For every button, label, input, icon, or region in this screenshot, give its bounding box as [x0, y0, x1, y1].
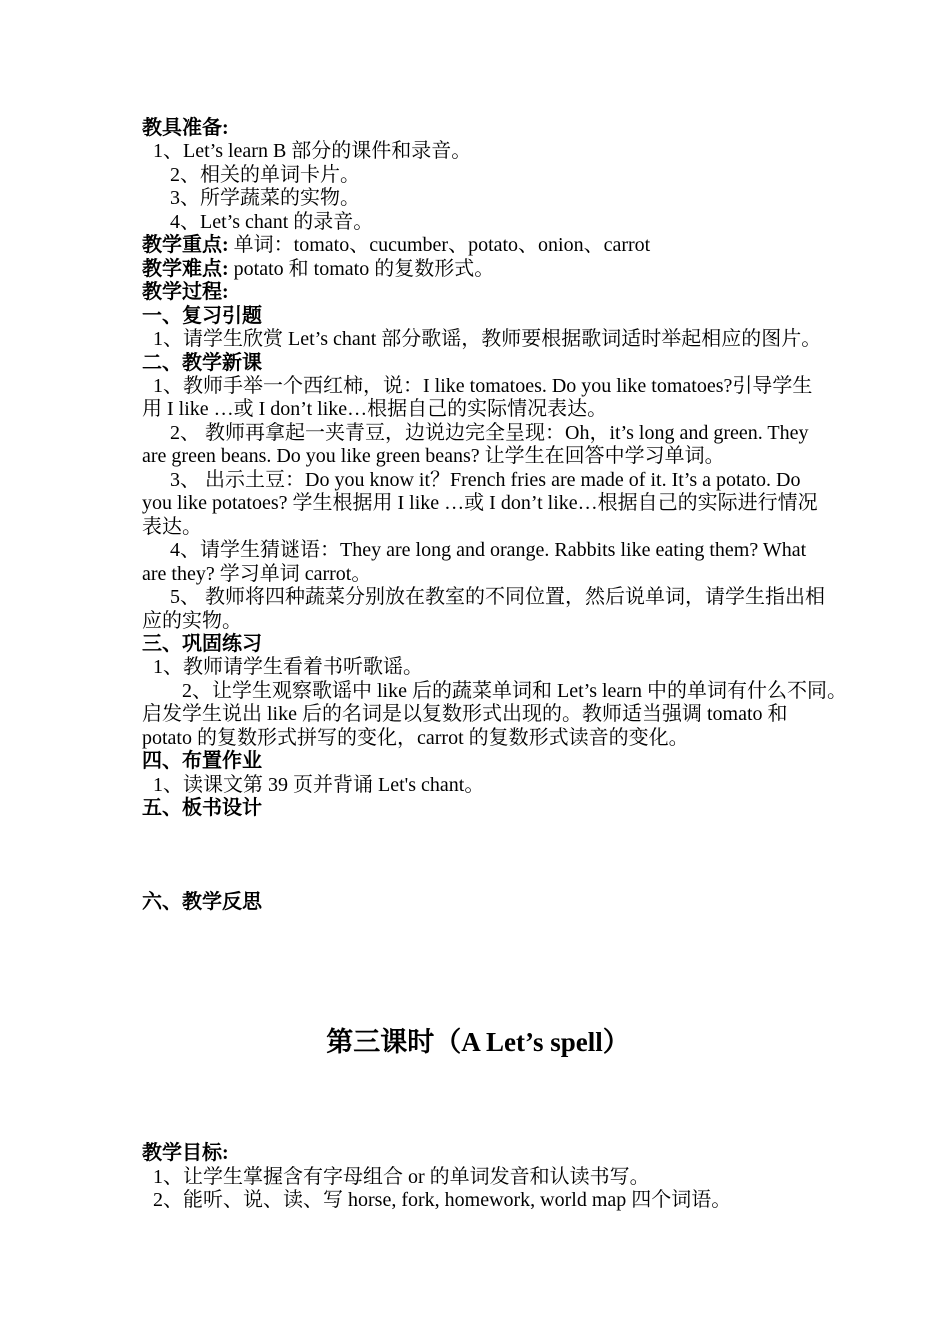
text-line — [142, 469, 814, 492]
bold-text-run: 二、教学新课 — [142, 351, 262, 374]
bold-text-run: 六、教学反思 — [142, 890, 262, 913]
text-line — [142, 422, 814, 445]
text-line — [142, 140, 814, 163]
text-run: 1、请学生欣赏 Let’s chant 部分歌谣，教师要根据歌词适时举起相应的图片。 — [153, 328, 822, 351]
text-line — [142, 774, 814, 797]
text-run: 3、 出示土豆：Do you know it？French fries are made of it. It’s a potato. Do — [170, 468, 801, 491]
bold-text-run: 教具准备: — [142, 117, 229, 139]
text-run: potato 的复数形式拼写的变化，carrot 的复数形式读音的变化。 — [142, 726, 689, 749]
text-line — [142, 258, 814, 281]
text-line — [142, 398, 814, 421]
text-line — [142, 234, 814, 257]
text-run: 2、让学生观察歌谣中 like 后的蔬菜单词和 Let’s learn 中的单词有什么不同。 — [182, 679, 847, 702]
text-line — [142, 610, 814, 633]
heading-line — [142, 281, 814, 304]
text-run: 表达。 — [142, 515, 202, 538]
text-run: 1、让学生掌握含有字母组合 or 的单词发音和认读书写。 — [153, 1165, 650, 1188]
text-line — [142, 656, 814, 679]
text-line — [142, 703, 814, 726]
text-line — [142, 1166, 814, 1189]
text-run: 1、Let’s learn B 部分的课件和录音。 — [153, 140, 472, 163]
bold-text-run: 教学难点: — [142, 257, 229, 280]
text-line — [142, 516, 814, 539]
text-line — [142, 445, 814, 468]
text-run: 1、读课文第 39 页并背诵 Let's chant。 — [153, 773, 485, 796]
text-run: 1、教师请学生看着书听歌谣。 — [153, 656, 423, 679]
text-run: 4、请学生猜谜语：They are long and orange. Rabbits like eating them? What — [170, 539, 807, 562]
text-line — [142, 679, 847, 703]
text-run: are they? 学习单词 carrot。 — [142, 562, 372, 585]
text-line — [142, 539, 814, 562]
lesson-title: 第三课时（A Let’s spell） — [326, 1027, 630, 1058]
text-run: potato 和 tomato 的复数形式。 — [228, 257, 495, 280]
text-line — [142, 586, 825, 609]
text-run: 2、相关的单词卡片。 — [170, 163, 360, 186]
text-run: 启发学生说出 like 后的名词是以复数形式出现的。教师适当强调 tomato 和 — [142, 703, 788, 726]
bold-text-run: 四、布置作业 — [142, 750, 262, 773]
text-run: 单词：tomato、cucumber、potato、onion、carrot — [228, 234, 651, 257]
text-line — [142, 211, 814, 234]
heading-line — [142, 797, 814, 820]
text-line — [142, 727, 814, 750]
text-line — [142, 375, 814, 398]
text-run: 用 I like …或 I don’t like…根据自己的实际情况表达。 — [142, 398, 608, 421]
text-run: 应的实物。 — [142, 609, 242, 632]
heading-line — [142, 117, 814, 140]
text-run: 3、所学蔬菜的实物。 — [170, 187, 360, 210]
text-line — [142, 563, 814, 586]
text-line — [142, 1189, 814, 1212]
bold-text-run: 一、复习引题 — [142, 304, 262, 327]
text-line — [142, 164, 814, 187]
text-run: 2、能听、说、读、写 horse, fork, homework, world map 四个词语。 — [153, 1188, 732, 1211]
heading-line — [142, 305, 814, 328]
lesson-plan-section — [142, 117, 847, 914]
text-run: are green beans. Do you like green beans? 让学生在回答中学习单词。 — [142, 445, 725, 468]
heading-line — [142, 633, 814, 656]
heading-line — [142, 1142, 814, 1165]
text-run: 4、Let’s chant 的录音。 — [170, 210, 374, 233]
heading-line — [142, 891, 814, 914]
text-run: 5、 教师将四种蔬菜分别放在教室的不同位置，然后说单词，请学生指出相 — [170, 586, 825, 609]
text-run: 1、教师手举一个西红柿，说：I like tomatoes. Do you like tomatoes?引导学生 — [153, 374, 813, 397]
heading-line — [142, 750, 814, 773]
bold-text-run: 教学目标: — [142, 1142, 229, 1165]
text-line — [142, 492, 818, 515]
page-content — [142, 117, 847, 1212]
text-line — [142, 328, 822, 351]
text-run: you like potatoes? 学生根据用 I like …或 I don’t like…根据自己的实际进行情况 — [142, 492, 818, 515]
text-line — [142, 187, 814, 210]
bold-text-run: 三、巩固练习 — [142, 632, 262, 655]
bold-text-run: 五、板书设计 — [142, 797, 262, 820]
goals-section — [142, 1142, 814, 1212]
text-run: 2、 教师再拿起一夹青豆，边说边完全呈现：Oh，it’s long and green. They — [170, 421, 809, 444]
heading-line — [142, 352, 814, 375]
bold-text-run: 教学重点: — [142, 234, 229, 257]
bold-text-run: 教学过程: — [142, 281, 229, 304]
